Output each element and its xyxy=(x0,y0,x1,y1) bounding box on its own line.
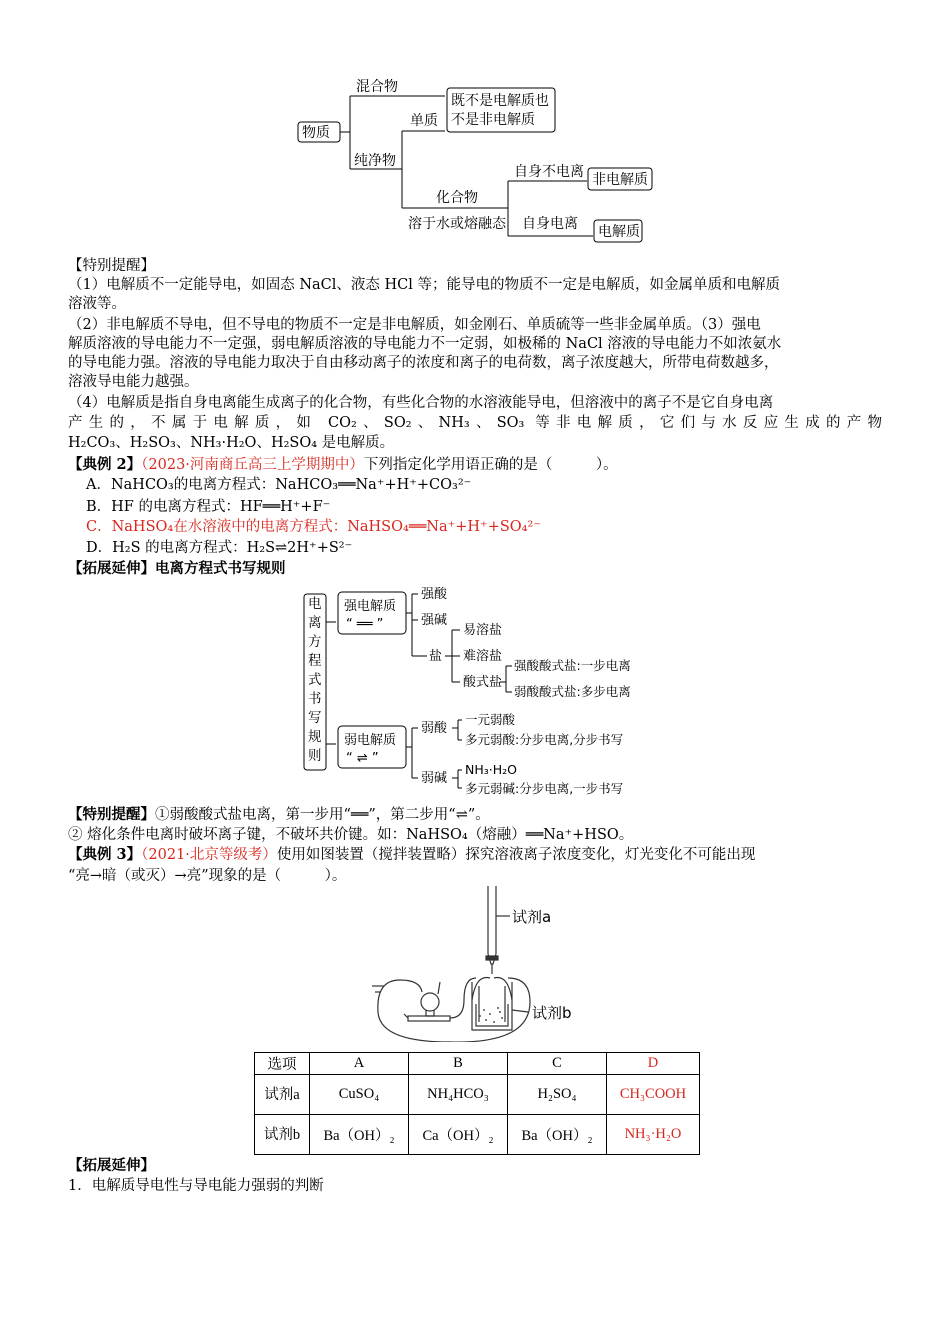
d2-mono-weak-acid: 一元弱酸 xyxy=(465,712,516,727)
d2-strong-symbol: “ ══ ” xyxy=(346,617,384,632)
table-header-cell: B xyxy=(409,1053,508,1075)
d1-condition: 溶于水或熔融态 xyxy=(408,216,506,232)
d2-salt: 盐 xyxy=(429,649,443,664)
reminder1-p1-line2: 溶液等。 xyxy=(68,296,126,312)
d2-root-char-6: 书 xyxy=(308,691,322,707)
d1-mixture: 混合物 xyxy=(356,79,398,95)
reminder1-p2-line3: 的导电能力强。溶液的导电能力取决于自由移动离子的浓度和离子的电荷数，离子浓度越大，所带电荷数越多， xyxy=(68,355,779,371)
d2-root-char-8: 规 xyxy=(308,729,322,745)
d2-strong: 强电解质 xyxy=(344,599,397,614)
example3-question-line1: 使用如图装置（搅拌装置略）探究溶液离子浓度变化，灯光变化不可能出现 xyxy=(276,847,756,863)
reagent-b-label: 试剂b xyxy=(532,1004,572,1022)
d2-nh3h2o: NH₃·H₂O xyxy=(465,762,517,777)
table-cell: Ba（OH）₂ xyxy=(310,1115,409,1155)
d2-strong-acid-salt: 强酸酸式盐:一步电离 xyxy=(514,658,631,673)
d2-root-char-1: 电 xyxy=(308,596,322,612)
example2-option-c: C．NaHSO₄在水溶液中的电离方程式：NaHSO₄══Na⁺+H⁺+SO₄²⁻ xyxy=(86,519,541,535)
table-cell: NH₄HCO₃ xyxy=(409,1075,508,1115)
table-cell: NH₃·H₂O xyxy=(607,1115,700,1155)
reminder2-line1 xyxy=(68,805,490,825)
ionization-rules-diagram xyxy=(300,582,650,798)
reminder1-p4-line3: H₂CO₃、H₂SO₃、NH₃·H₂O、H₂SO₄ 是电解质。 xyxy=(68,435,395,451)
table-row xyxy=(255,1115,700,1155)
reminder1-p4-line1: （4）电解质是指自身电离能生成离子的化合物，有些化合物的水溶液能导电，但溶液中的离子不是它自身电离 xyxy=(68,395,774,411)
table-row-label: 试剂b xyxy=(255,1115,310,1155)
example2-option-a: A．NaHCO₃的电离方程式：NaHCO₃══Na⁺+H⁺+CO₃²⁻ xyxy=(86,477,472,493)
reminder1-heading: 【特别提醒】 xyxy=(68,258,155,274)
d2-strong-base: 强碱 xyxy=(421,613,448,628)
options-table xyxy=(254,1052,700,1155)
d2-root-char-3: 方 xyxy=(308,634,322,650)
d2-poly-weak-base: 多元弱碱:分步电离,一步书写 xyxy=(465,781,624,796)
example3-question-line2: “亮→暗（或灭）→亮”现象的是（ ）。 xyxy=(68,868,347,884)
d2-weak-base: 弱碱 xyxy=(421,771,448,786)
d2-poly-weak-acid: 多元弱酸:分步电离,分步书写 xyxy=(465,732,624,747)
table-header-cell: D xyxy=(607,1053,700,1075)
table-header-cell: A xyxy=(310,1053,409,1075)
d2-weak-acid: 弱酸 xyxy=(421,721,448,736)
d2-acid-salt: 酸式盐 xyxy=(463,675,503,690)
table-row xyxy=(255,1053,700,1075)
d1-pure: 纯净物 xyxy=(354,153,396,169)
d1-element-result-1: 既不是电解质也 xyxy=(451,93,549,109)
reminder1-p4-line2: 产生的，不属于电解质，如 CO₂、SO₂、NH₃、SO₃ 等非电解质，它们与水反应生成的产物 xyxy=(68,415,882,431)
d1-compound: 化合物 xyxy=(436,190,478,206)
d2-root-char-5: 式 xyxy=(308,672,322,688)
example2-question: 下列指定化学用语正确的是（ ）。 xyxy=(363,457,618,473)
d1-element: 单质 xyxy=(410,113,438,129)
extension2-heading: 【拓展延伸】 xyxy=(68,1157,155,1174)
example2-label: 【典例 2】 xyxy=(68,456,142,473)
table-cell: CH₃COOH xyxy=(607,1075,700,1115)
extension1-heading: 【拓展延伸】电离方程式书写规则 xyxy=(68,560,286,577)
substance-classification-diagram xyxy=(290,76,690,246)
reminder2-heading: 【特别提醒】 xyxy=(68,806,155,823)
example2-source: （2023·河南商丘高三上学期期中） xyxy=(141,457,364,473)
d1-electrolyte: 电解质 xyxy=(598,224,640,240)
reagent-a-label: 试剂a xyxy=(512,908,552,926)
table-cell: CuSO₄ xyxy=(310,1075,409,1115)
d1-branch-no: 自身不电离 xyxy=(514,164,584,180)
d1-element-result-2: 不是非电解质 xyxy=(451,112,535,128)
reminder2-line2: ② 熔化条件电离时破坏离子键，不破坏共价键。如：NaHSO₄（熔融）══Na⁺+HSO。 xyxy=(68,827,634,843)
d2-insoluble-salt: 难溶盐 xyxy=(463,649,503,664)
d1-non-electrolyte: 非电解质 xyxy=(592,172,648,188)
table-cell: H₂SO₄ xyxy=(508,1075,607,1115)
example2-option-d: D．H₂S 的电离方程式：H₂S⇌2H⁺+S²⁻ xyxy=(86,540,353,556)
reminder1-p2-line1: （2）非电解质不导电，但不导电的物质不一定是非电解质，如金刚石、单质硫等一些非金属单质。（3）强电 xyxy=(68,317,761,333)
extension2-item1: 1．电解质导电性与导电能力强弱的判断 xyxy=(68,1178,324,1194)
d1-branch-yes: 自身电离 xyxy=(522,216,578,232)
example3-source: （2021·北京等级考） xyxy=(141,847,277,863)
reminder2-text: ①弱酸酸式盐电离，第一步用“══”，第二步用“⇌”。 xyxy=(155,807,490,823)
example3-stem xyxy=(68,845,755,865)
d2-root-char-7: 写 xyxy=(308,710,322,726)
table-header-cell: C xyxy=(508,1053,607,1075)
reminder1-p2-line2: 解质溶液的导电能力不一定强，弱电解质溶液的导电能力不一定弱，如极稀的 NaCl 溶液的导电能力不如浓氨水 xyxy=(68,336,782,352)
d1-root: 物质 xyxy=(302,125,330,141)
table-cell: Ba（OH）₂ xyxy=(508,1115,607,1155)
table-header-cell: 选项 xyxy=(255,1053,310,1075)
d2-root-char-4: 程 xyxy=(308,653,322,669)
reminder1-p1-line1: （1）电解质不一定能导电，如固态 NaCl、液态 HCl 等；能导电的物质不一定是电解质，如金属单质和电解质 xyxy=(68,277,780,293)
example2-stem xyxy=(68,455,618,475)
d2-strong-acid: 强酸 xyxy=(421,587,448,602)
table-row-label: 试剂a xyxy=(255,1075,310,1115)
conductivity-apparatus-figure xyxy=(360,882,600,1042)
d2-root-char-2: 离 xyxy=(308,615,322,631)
table-cell: Ca（OH）₂ xyxy=(409,1115,508,1155)
reminder1-p2-line4: 溶液导电能力越强。 xyxy=(68,374,199,390)
d2-weak-symbol: “ ⇌ ” xyxy=(346,751,379,766)
table-row xyxy=(255,1075,700,1115)
example3-label: 【典例 3】 xyxy=(68,846,142,863)
d2-weak-acid-salt: 弱酸酸式盐:多步电离 xyxy=(514,684,631,699)
d2-soluble-salt: 易溶盐 xyxy=(463,623,503,638)
d2-root-char-9: 则 xyxy=(308,748,322,764)
example2-option-b: B．HF 的电离方程式：HF══H⁺+F⁻ xyxy=(86,499,331,515)
d2-weak: 弱电解质 xyxy=(344,733,397,748)
